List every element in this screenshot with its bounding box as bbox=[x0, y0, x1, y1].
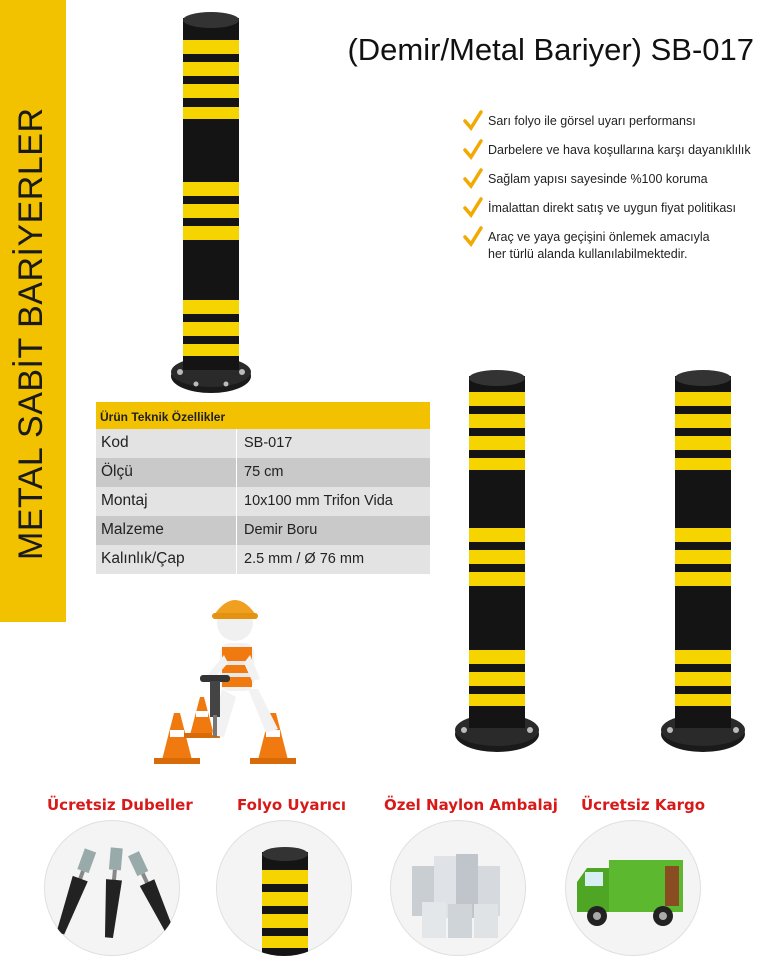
badge-circle-kargo bbox=[565, 820, 701, 956]
feature-text: İmalattan direkt satış ve uygun fiyat politikası bbox=[488, 201, 737, 215]
spec-row bbox=[96, 545, 430, 574]
spec-value: 2.5 mm / Ø 76 mm bbox=[236, 545, 430, 574]
spec-row bbox=[96, 516, 430, 545]
spec-table-header: Ürün Teknik Özellikler bbox=[96, 402, 430, 429]
traffic-cone-icon bbox=[154, 713, 200, 764]
side-title: METAL SABİT BARİYERLER bbox=[12, 107, 50, 560]
spec-row bbox=[96, 487, 430, 516]
spec-value: SB-017 bbox=[236, 429, 430, 458]
check-icon bbox=[462, 110, 484, 132]
badge-label-ambalaj: Özel Naylon Ambalaj bbox=[384, 796, 558, 814]
page-title: (Demir/Metal Bariyer) SB-017 bbox=[347, 32, 754, 67]
spec-row bbox=[96, 429, 430, 458]
worker-illustration bbox=[140, 585, 310, 770]
feature-item bbox=[462, 171, 762, 190]
spec-value: Demir Boru bbox=[236, 516, 430, 545]
feature-item bbox=[462, 200, 762, 219]
feature-text: Darbelere ve hava koşullarına karşı dayanıklılık bbox=[488, 143, 751, 157]
spec-row bbox=[96, 458, 430, 487]
badge-circle-dubeller bbox=[44, 820, 180, 956]
spec-value: 10x100 mm Trifon Vida bbox=[236, 487, 430, 516]
spec-key: Ölçü bbox=[96, 458, 236, 487]
check-icon bbox=[462, 197, 484, 219]
bollard-image-middle bbox=[452, 366, 542, 756]
badge-label-kargo: Ücretsiz Kargo bbox=[581, 796, 706, 814]
spec-table bbox=[96, 402, 430, 574]
feature-text: Sağlam yapısı sayesinde %100 koruma bbox=[488, 172, 708, 186]
badge-label-dubeller: Ücretsiz Dubeller bbox=[47, 796, 193, 814]
spec-key: Montaj bbox=[96, 487, 236, 516]
feature-item bbox=[462, 229, 762, 263]
spec-key: Kod bbox=[96, 429, 236, 458]
badge-label-folyo: Folyo Uyarıcı bbox=[237, 796, 347, 814]
feature-text-line: her türlü alanda kullanılabilmektedir. bbox=[488, 247, 688, 261]
feature-text bbox=[488, 229, 710, 263]
worker-figure bbox=[200, 600, 278, 737]
spec-key: Kalınlık/Çap bbox=[96, 545, 236, 574]
bollard-image-top bbox=[168, 10, 254, 395]
feature-item bbox=[462, 113, 762, 132]
feature-text: Sarı folyo ile görsel uyarı performansı bbox=[488, 114, 696, 128]
badge-circle-folyo bbox=[216, 820, 352, 956]
bollard-top-icon bbox=[216, 820, 352, 956]
check-icon bbox=[462, 226, 484, 248]
bollard-image-right bbox=[658, 366, 748, 756]
check-icon bbox=[462, 168, 484, 190]
spec-value: 75 cm bbox=[236, 458, 430, 487]
truck-icon bbox=[565, 820, 701, 956]
feature-item bbox=[462, 142, 762, 161]
feature-list bbox=[462, 113, 762, 273]
wall-plug-screw-icon bbox=[44, 820, 180, 956]
spec-key: Malzeme bbox=[96, 516, 236, 545]
spec-rows bbox=[96, 429, 430, 574]
feature-text-line: Araç ve yaya geçişini önlemek amacıyla bbox=[488, 230, 710, 244]
check-icon bbox=[462, 139, 484, 161]
badge-circle-ambalaj bbox=[390, 820, 526, 956]
nylon-roll-icon bbox=[390, 820, 526, 956]
